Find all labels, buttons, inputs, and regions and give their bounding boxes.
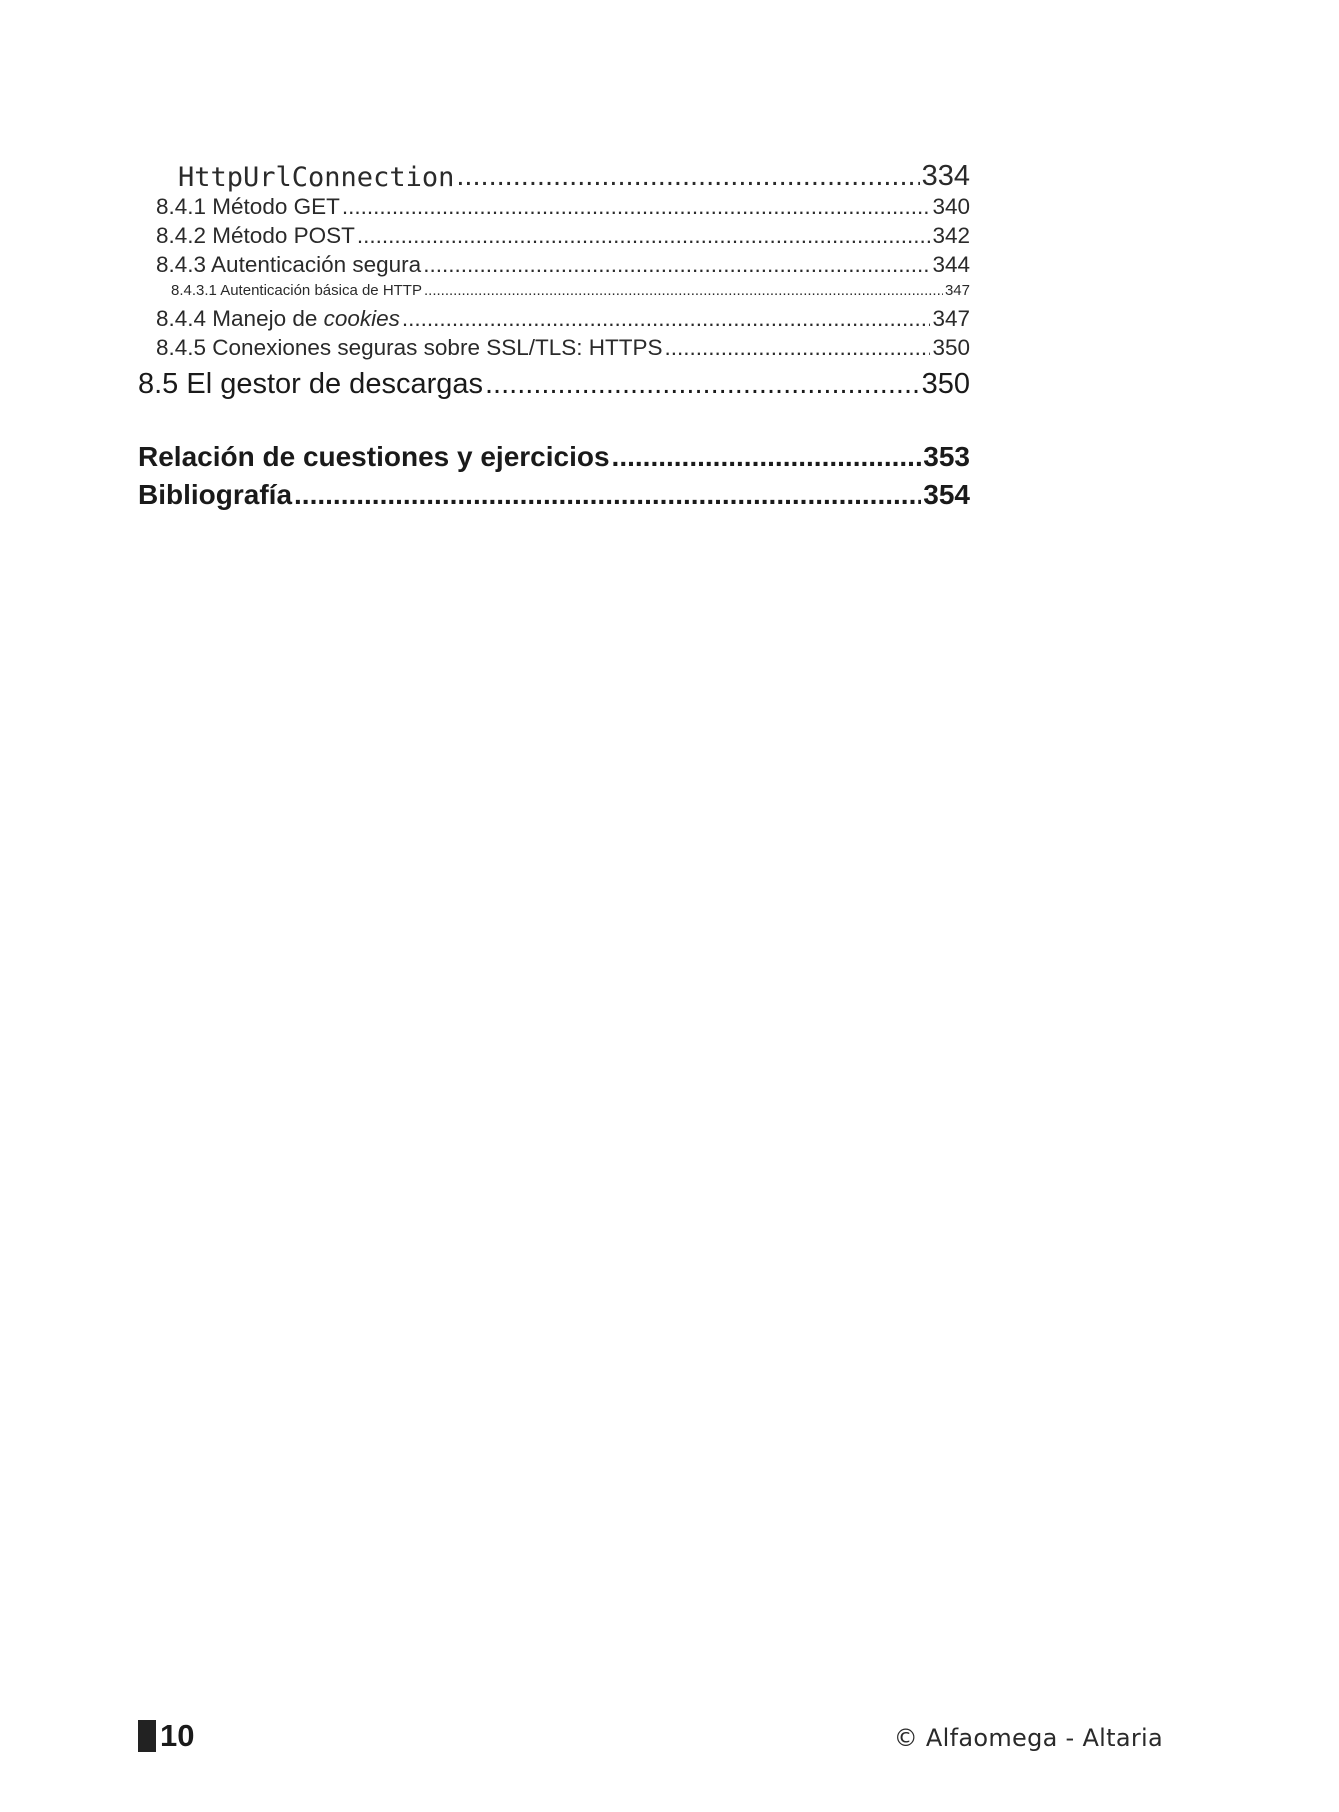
toc-entry-8-4-3-1: [171, 283, 970, 298]
toc-entry-page: 342: [932, 223, 970, 248]
toc-entry-page: 347: [932, 306, 970, 331]
toc-leader-dots: [294, 481, 921, 509]
toc-entry-8-4-3: [156, 254, 970, 277]
toc-entry-8-4-1: [156, 196, 970, 219]
toc-entry-8-5: [138, 370, 970, 399]
toc-entry-label: 8.4.1 Método GET: [156, 194, 340, 219]
toc-leader-dots: [456, 162, 919, 191]
toc-entry-label: 8.4.5 Conexiones seguras sobre SSL/TLS: HTTPS: [156, 335, 663, 360]
toc-leader-dots: [423, 254, 930, 277]
page-number: 10: [160, 1718, 195, 1753]
toc-entry-label: HttpUrlConnection: [178, 162, 455, 193]
toc-entry-page: 350: [921, 368, 970, 400]
page-marker-block: [138, 1720, 156, 1752]
toc-entry-8-4-5: [156, 337, 970, 360]
toc-entry-label: 8.4.3 Autenticación segura: [156, 252, 422, 277]
toc-entry-8-4-4: [156, 308, 970, 331]
toc-leader-dots: [485, 370, 920, 399]
toc-entry-label: Relación de cuestiones y ejercicios: [138, 441, 610, 472]
toc-entry-label: 8.4.2 Método POST: [156, 223, 355, 248]
copyright-notice: © Alfaomega - Altaria: [893, 1724, 1163, 1752]
toc-entry-bibliografia: [138, 481, 970, 509]
toc-leader-dots: [342, 196, 931, 219]
toc-leader-dots: [424, 283, 943, 298]
toc-entry-label: 8.5 El gestor de descargas: [138, 368, 483, 400]
toc-leader-dots: [357, 225, 931, 248]
toc-entry-httpurlconnection: [178, 162, 970, 191]
toc-leader-dots: [612, 443, 922, 471]
toc-entry-label: 8.4.3.1 Autenticación básica de HTTP: [171, 282, 422, 299]
toc-entry-label: [156, 308, 400, 331]
toc-entry-label: Bibliografía: [138, 479, 293, 510]
toc-entry-8-4-2: [156, 225, 970, 248]
toc-entry-page: 344: [932, 252, 970, 277]
toc-leader-dots: [665, 337, 931, 360]
toc-entry-relacion-cuestiones: [138, 443, 970, 471]
toc-leader-dots: [402, 308, 931, 331]
toc-entry-page: 350: [932, 335, 970, 360]
toc-entry-page: 353: [923, 441, 970, 472]
toc-entry-label-main: 8.4.4 Manejo de: [156, 306, 324, 331]
footer-page-number: [138, 1718, 194, 1754]
toc-entry-page: 354: [923, 479, 970, 510]
toc-entry-label-italic: cookies: [323, 306, 400, 331]
toc-entry-page: 340: [932, 194, 970, 219]
toc-entry-page: 347: [944, 282, 970, 299]
toc-entry-page: 334: [921, 160, 970, 192]
